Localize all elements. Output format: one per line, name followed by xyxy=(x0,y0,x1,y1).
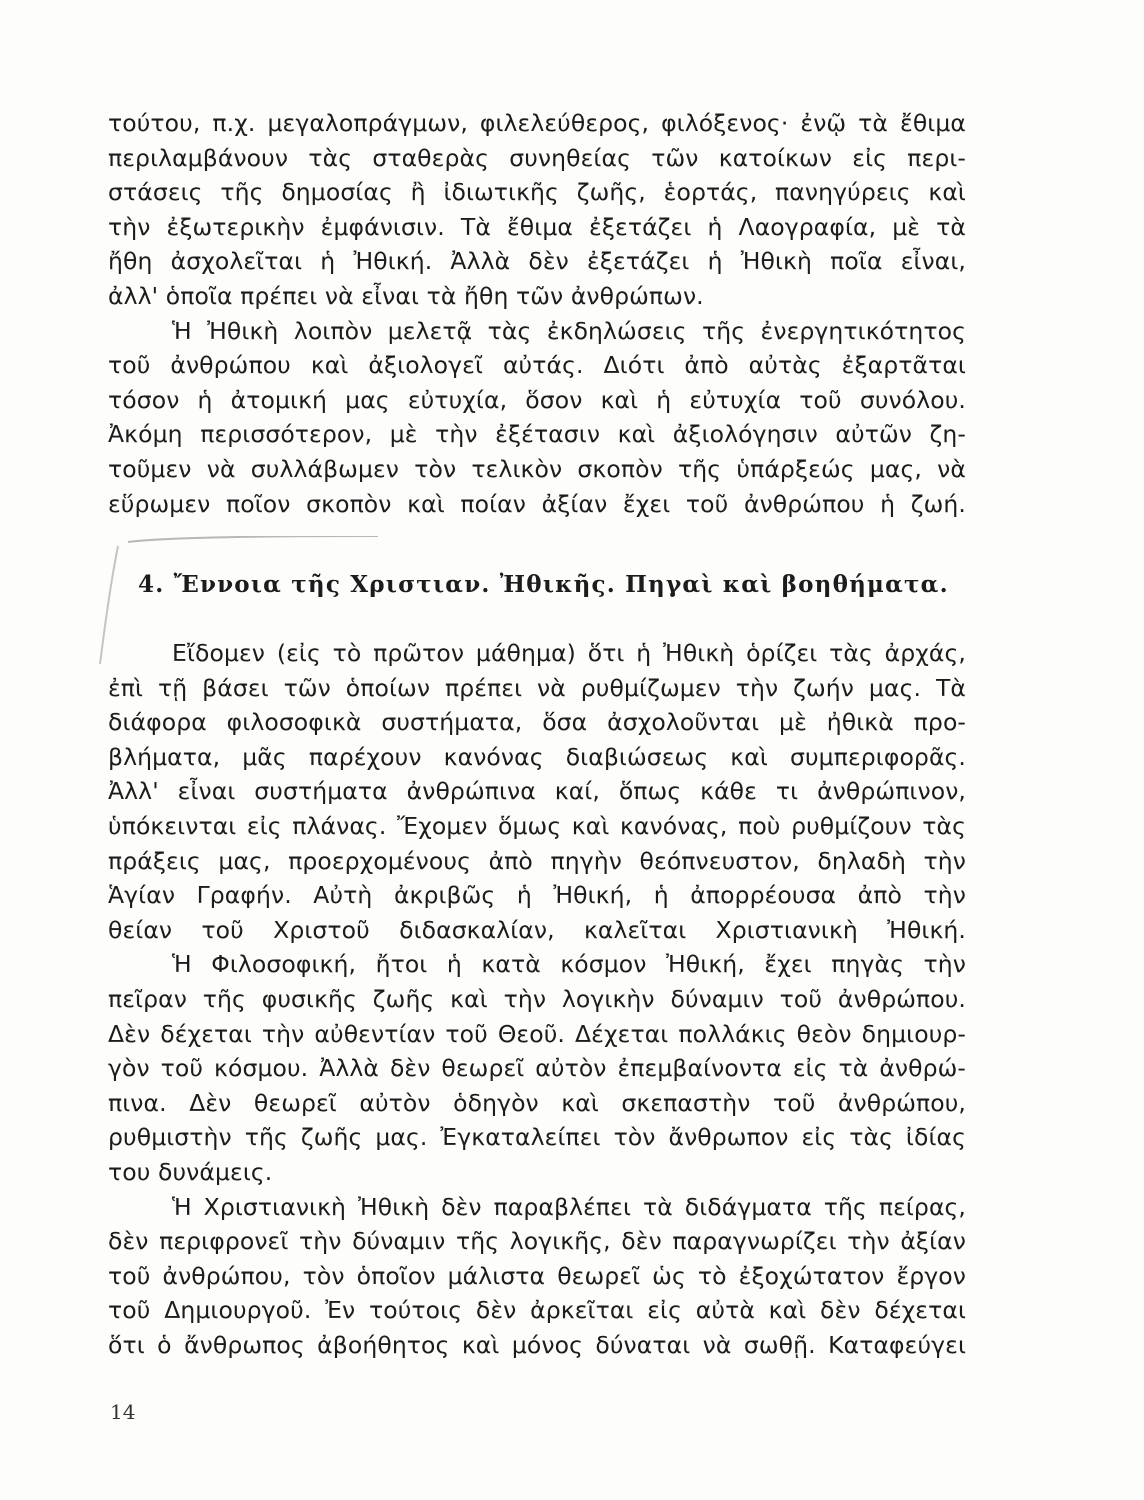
text-line: ὑπόκεινται εἰς πλάνας. Ἔχομεν ὅμως καὶ κανόνας, ποὺ ρυθμίζουν τὰς xyxy=(108,811,966,840)
text-line: ἤθη ἀσχολεῖται ἡ Ἠθική. Ἀλλὰ δὲν ἐξετάζει ἡ Ἠθικὴ ποῖα εἶναι, xyxy=(108,247,966,276)
text-line: Ἡ Ἠθικὴ λοιπὸν μελετᾷ τὰς ἐκδηλώσεις τῆς ἐνεργητικότητος xyxy=(172,316,966,345)
text-line: Δὲν δέχεται τὴν αὐθεντίαν τοῦ Θεοῦ. Δέχεται πολλάκις θεὸν δημιουρ- xyxy=(108,1019,966,1048)
text-line: τοῦ Δημιουργοῦ. Ἐν τούτοις δὲν ἀρκεῖται εἰς αὐτὰ καὶ δὲν δέχεται xyxy=(108,1296,966,1325)
text-line: ὅτι ὁ ἄνθρωπος ἀβοήθητος καὶ μόνος δύναται νὰ σωθῇ. Καταφεύγει xyxy=(108,1330,966,1359)
text-line: ρυθμιστὴν τῆς ζωῆς μας. Ἐγκαταλείπει τὸν ἄνθρωπον εἰς τὰς ἰδίας xyxy=(108,1123,966,1152)
text-line: Ἀκόμη περισσότερον, μὲ τὴν ἐξέτασιν καὶ ἀξιολόγησιν αὐτῶν ζη- xyxy=(108,420,966,449)
text-line: διάφορα φιλοσοφικὰ συστήματα, ὅσα ἀσχολοῦνται μὲ ἠθικὰ προ- xyxy=(108,708,966,737)
text-line: γὸν τοῦ κόσμου. Ἀλλὰ δὲν θεωρεῖ αὐτὸν ἐπεμβαίνοντα εἰς τὰ ἀνθρώ- xyxy=(108,1054,966,1083)
text-line: στάσεις τῆς δημοσίας ἢ ἰδιωτικῆς ζωῆς, ἑορτάς, πανηγύρεις καὶ xyxy=(108,178,966,207)
text-line: Εἴδομεν (εἰς τὸ πρῶτον μάθημα) ὅτι ἡ Ἠθικὴ ὁρίζει τὰς ἀρχάς, xyxy=(172,639,966,667)
text-line: βλήματα, μᾶς παρέχουν κανόνας διαβιώσεως καὶ συμπεριφορᾶς. xyxy=(108,742,966,771)
text-line: ἐπὶ τῇ βάσει τῶν ὁποίων πρέπει νὰ ρυθμίζωμεν τὴν ζωήν μας. Τὰ xyxy=(108,673,966,702)
text-line: εὕρωμεν ποῖον σκοπὸν καὶ ποίαν ἀξίαν ἔχει τοῦ ἀνθρώπου ἡ ζωή. xyxy=(108,489,966,518)
page-number: 14 xyxy=(110,1400,136,1424)
text-line: Ἡ Χριστιανικὴ Ἠθικὴ δὲν παραβλέπει τὰ διδάγματα τῆς πείρας, xyxy=(172,1192,966,1221)
paragraph-block-1 xyxy=(108,106,966,521)
text-line: πινα. Δὲν θεωρεῖ αὐτὸν ὁδηγὸν καὶ σκεπαστὴν τοῦ ἀνθρώπου, xyxy=(108,1088,966,1117)
paragraph-block-2 xyxy=(108,636,966,1362)
text-line: Ἀλλ' εἶναι συστήματα ἀνθρώπινα καί, ὅπως κάθε τι ἀνθρώπινον, xyxy=(108,777,966,806)
text-line: τὴν ἐξωτερικὴν ἐμφάνισιν. Τὰ ἔθιμα ἐξετάζει ἡ Λαογραφία, μὲ τὰ xyxy=(108,212,966,241)
text-line: τοῦ ἀνθρώπου καὶ ἀξιολογεῖ αὐτάς. Διότι ἀπὸ αὐτὰς ἐξαρτᾶται xyxy=(108,351,966,380)
text-line: τοῦμεν νὰ συλλάβωμεν τὸν τελικὸν σκοπὸν τῆς ὑπάρξεώς μας, νὰ xyxy=(108,454,966,483)
section-heading: 4. Ἔννοια τῆς Χριστιαν. Ἠθικῆς. Πηγαὶ καὶ βοηθήματα. xyxy=(138,571,949,598)
text-line: Ἡ Φιλοσοφική, ἤτοι ἡ κατὰ κόσμον Ἠθική, ἔχει πηγὰς τὴν xyxy=(172,950,966,979)
text-line: θείαν τοῦ Χριστοῦ διδασκαλίαν, καλεῖται Χριστιανικὴ Ἠθική. xyxy=(108,915,966,944)
text-line: τοῦ ἀνθρώπου, τὸν ὁποῖον μάλιστα θεωρεῖ ὡς τὸ ἐξοχώτατον ἔργον xyxy=(108,1261,966,1290)
text-line: Ἁγίαν Γραφήν. Αὐτὴ ἀκριβῶς ἡ Ἠθική, ἡ ἀπορρέουσα ἀπὸ τὴν xyxy=(108,881,966,910)
text-line: του δυνάμεις. xyxy=(108,1157,273,1186)
text-line: πεῖραν τῆς φυσικῆς ζωῆς καὶ τὴν λογικὴν δύναμιν τοῦ ἀνθρώπου. xyxy=(108,984,966,1013)
text-line: τούτου, π.χ. μεγαλοπράγμων, φιλελεύθερος, φιλόξενος· ἐνῷ τὰ ἔθιμα xyxy=(108,109,966,137)
text-line: δὲν περιφρονεῖ τὴν δύναμιν τῆς λογικῆς, δὲν παραγνωρίζει τὴν ἀξίαν xyxy=(108,1227,966,1256)
text-line: περιλαμβάνουν τὰς σταθερὰς συνηθείας τῶν κατοίκων εἰς περι- xyxy=(108,143,966,172)
text-line: πράξεις μας, προερχομένους ἀπὸ πηγὴν θεόπνευστον, δηλαδὴ τὴν xyxy=(108,846,966,875)
text-line: τόσον ἡ ἀτομική μας εὐτυχία, ὅσον καὶ ἡ εὐτυχία τοῦ συνόλου. xyxy=(108,385,966,414)
text-line: ἀλλ' ὁποῖα πρέπει νὰ εἶναι τὰ ἤθη τῶν ἀνθρώπων. xyxy=(108,281,704,310)
